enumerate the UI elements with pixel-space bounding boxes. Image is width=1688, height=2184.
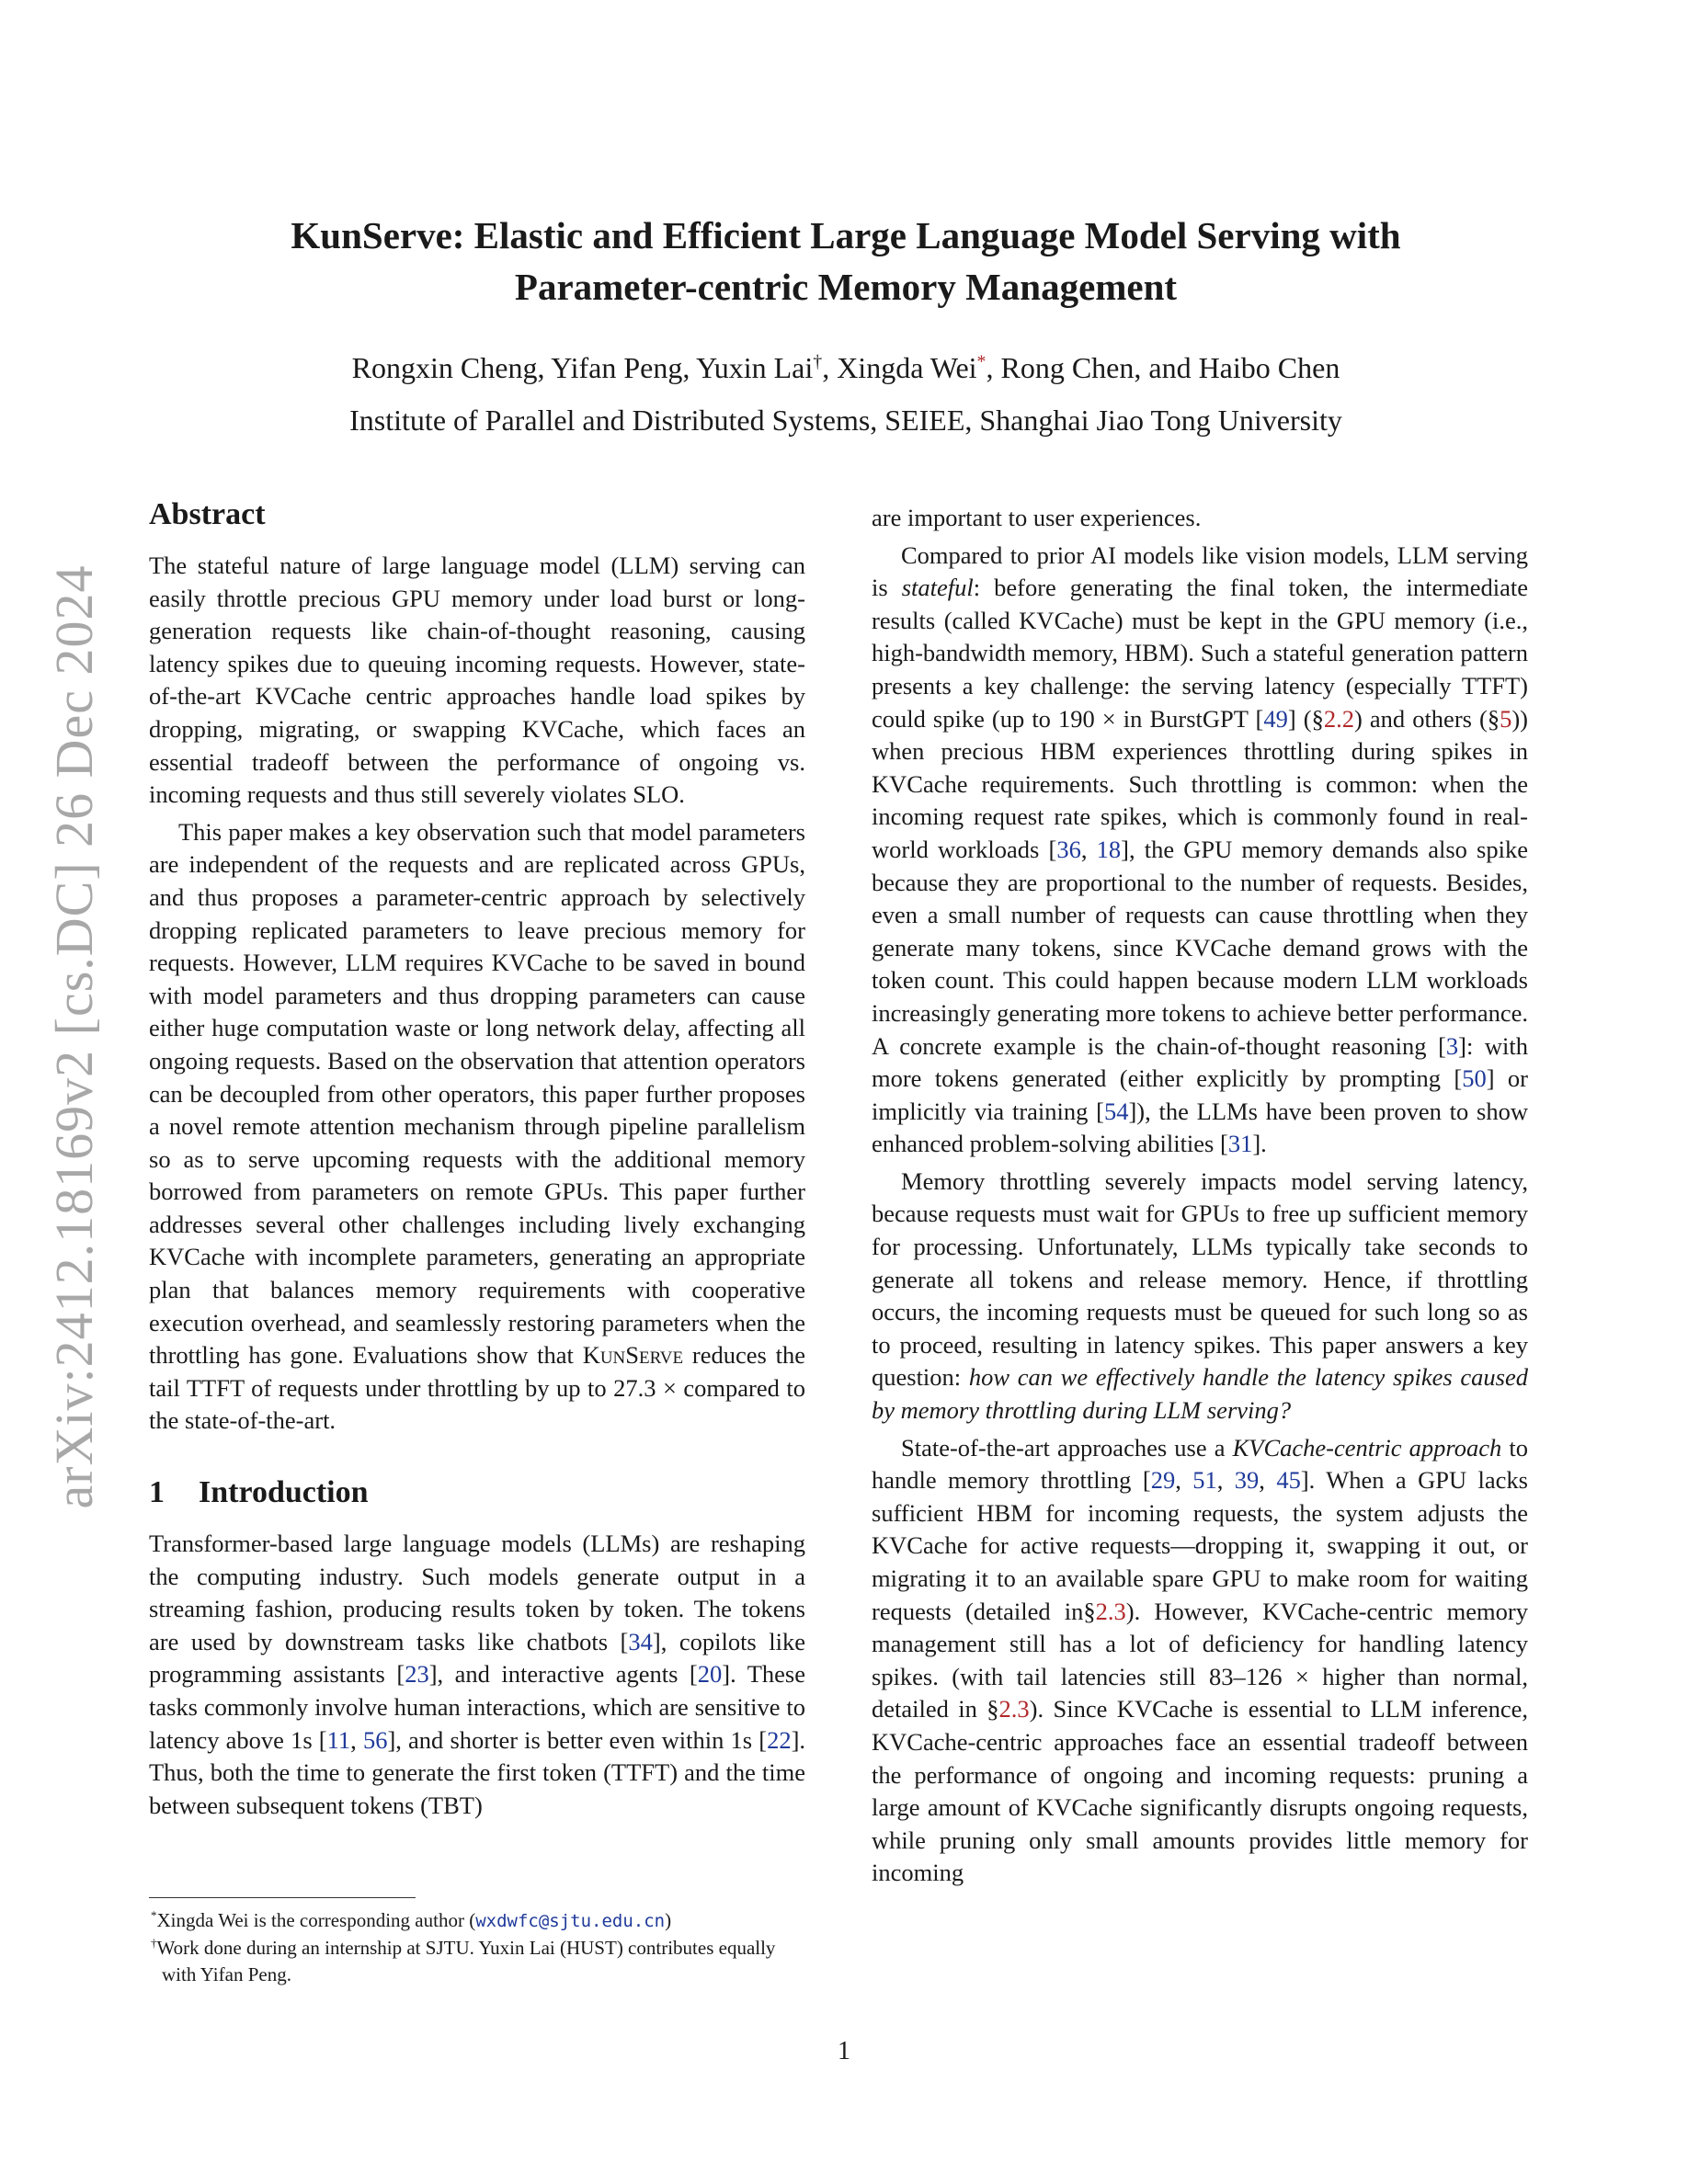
citation-link[interactable]: 50 <box>1462 1064 1487 1093</box>
intro-paragraph: Memory throttling severely impacts model serving latency, because requests must wait for GPUs to free up sufficient memory for processing. Unfortunately, LLMs typically take seconds to generate all tokens and release memory. Hence, if throttling occurs, the incoming requests must be queued for such long so as to proceed, resulting in latency spikes. This paper answers a key question: how can we effectively handle the latency spikes caused by memory throttling during LLM serving? <box>872 1166 1528 1425</box>
footnote: †Work done during an internship at SJTU. Yuxin Lai (HUST) contributes equally with Yifan Peng. <box>151 1936 776 1985</box>
citation-link[interactable]: 22 <box>767 1725 792 1754</box>
section-link[interactable]: 5 <box>1500 704 1512 733</box>
citation-link[interactable]: 45 <box>1276 1466 1301 1495</box>
section-link[interactable]: 2.3 <box>1095 1597 1126 1625</box>
authors-part: Rongxin Cheng, Yifan Peng, Yuxin Lai <box>351 351 814 384</box>
authors-part: , Rong Chen, and Haibo Chen <box>986 351 1340 384</box>
citation-link[interactable]: 56 <box>362 1725 388 1754</box>
citation-link[interactable]: 23 <box>405 1660 429 1689</box>
section-number: 1 <box>149 1475 165 1510</box>
citation-link[interactable]: 20 <box>697 1660 723 1689</box>
citation-link[interactable]: 3 <box>1445 1031 1459 1060</box>
title-line-1: KunServe: Elastic and Efficient Large Language Model Serving with <box>291 214 1401 256</box>
affiliation: Institute of Parallel and Distributed Systems, SEIEE, Shanghai Jiao Tong University <box>349 404 1342 437</box>
citation-link[interactable]: 18 <box>1096 835 1122 863</box>
section-title: Introduction <box>199 1475 369 1510</box>
dagger-mark: † <box>813 351 823 372</box>
intro-paragraph: Compared to prior AI models like vision models, LLM serving is stateful: before generating the final token, the intermediate results (called KVCache) must be kept in the GPU memory (i.e., high-bandwidth memory, HBM). Such a stateful generation pattern presents a key challenge: the serving latency (especially TTFT) could spike (up to 190 × in BurstGPT [49] (§2.2) and others (§5)) when precious HBM experiences throttling during spikes in KVCache requirements. Such throttling is common: when the incoming request rate spikes, which is commonly found in real-world workloads [36, 18], the GPU memory demands also spike because they are proportional to the number of requests. Besides, even a small number of requests can cause throttling when they generate many tokens, since KVCache demand grows with the token count. This could happen because modern LLM workloads increasingly generating more tokens to achieve better performance. A concrete example is the chain-of-thought reasoning [3]: with more tokens generated (either explicitly by prompting [50] or implicitly via training [54]), the LLMs have been proven to show enhanced problem-solving abilities [31]. <box>872 540 1528 1158</box>
emphasis: stateful <box>901 574 974 602</box>
author-list <box>221 349 1471 386</box>
section-heading <box>149 1474 805 1511</box>
abstract-heading: Abstract <box>149 497 266 531</box>
intro-paragraph: State-of-the-art approaches use a KVCache-centric approach to handle memory throttling [29, 51, 39, 45]. When a GPU lacks sufficient HBM for incoming requests, the system adjusts the KVCache for active requests—dropping it, swapping it out, or migrating it to an available spare GPU to make room for waiting requests (detailed in§2.3). However, KVCache-centric memory management still has a lot of deficiency for handling latency spikes. (with tail latencies still 83–126 × higher than normal, detailed in §2.3). Since KVCache is essential to LLM inference, KVCache-centric approaches face an essential tradeoff between the performance of ongoing and incoming requests: pruning a large amount of KVCache significantly disrupts ongoing requests, while pruning only small amounts provides little memory for incoming <box>872 1433 1528 1887</box>
right-column <box>872 502 1528 1890</box>
left-column <box>149 496 805 1822</box>
citation-link[interactable]: 54 <box>1103 1097 1129 1125</box>
footnotes <box>149 1897 805 1988</box>
email-link[interactable]: wxdwfc@sjtu.edu.cn <box>475 1911 666 1931</box>
paper-title <box>221 210 1471 313</box>
page-number: 1 <box>838 2037 850 2065</box>
system-name: KunServe <box>582 1341 684 1370</box>
arxiv-stamp: arXiv:2412.18169v2 [cs.DC] 26 Dec 2024 <box>44 564 104 1509</box>
corresponding-mark[interactable]: * <box>976 351 987 372</box>
citation-link[interactable]: 11 <box>326 1725 351 1754</box>
intro-paragraph: Transformer-based large language models (LLMs) are reshaping the computing industry. Such models generate output in a streaming fashion, producing results token by token. The tokens are used by downstream tasks like chatbots [34], copilots like programming assistants [23], and interactive agents [20]. These tasks commonly involve human interactions, which are sensitive to latency above 1s [11, 56], and shorter is better even within 1s [22]. Thus, both the time to generate the first token (TTFT) and the time between subsequent tokens (TBT) <box>149 1530 806 1819</box>
authors-part: , Xingda Wei <box>822 351 977 384</box>
section-link[interactable]: 2.3 <box>998 1695 1030 1723</box>
citation-link[interactable]: 31 <box>1227 1130 1253 1158</box>
citation-link[interactable]: 39 <box>1234 1466 1260 1495</box>
citation-link[interactable]: 34 <box>628 1627 653 1655</box>
title-line-2: Parameter-centric Memory Management <box>514 266 1178 308</box>
abstract-paragraph: The stateful nature of large language model (LLM) serving can easily throttle precious GPU memory under load burst or long-generation requests like chain-of-thought reasoning, causing latency spikes due to queuing incoming requests. However, state-of-the-art KVCache centric approaches handle load spikes by dropping, migrating, or swapping KVCache, which faces an essential tradeoff between the performance of ongoing vs. incoming requests and thus still severely violates SLO. <box>149 552 805 809</box>
emphasis: KVCache-centric approach <box>1232 1433 1502 1462</box>
section-link[interactable]: 2.2 <box>1323 704 1354 733</box>
citation-link[interactable]: 36 <box>1056 835 1081 863</box>
footnote: *Xingda Wei is the corresponding author (wxdwfc@sjtu.edu.cn) <box>151 1908 672 1931</box>
citation-link[interactable]: 29 <box>1150 1466 1176 1495</box>
citation-link[interactable]: 49 <box>1263 704 1288 733</box>
footnote-rule <box>149 1897 416 1898</box>
abstract-paragraph: This paper makes a key observation such that model parameters are independent of the requests and are replicated across GPUs, and thus proposes a parameter-centric approach by selectively dropping replicated parameters to leave precious memory for requests. However, LLM requires KVCache to be saved in bound with model parameters and thus dropping parameters can cause either huge computation waste or long network delay, affecting all ongoing requests. Based on the observation that attention operators can be decoupled from other operators, this paper further proposes a novel remote attention mechanism through pipeline parallelism so as to serve upcoming requests with the additional memory borrowed from parameters on remote GPUs. This paper further addresses several other challenges including lively exchanging KVCache with incomplete parameters, generating an appropriate plan that balances memory requirements with cooperative execution overhead, and seamlessly restoring parameters when the throttling has gone. Evaluations show that KunServe reduces the tail TTFT of requests under throttling by up to 27.3 × compared to the state-of-the-art. <box>149 817 805 1435</box>
key-question: how can we effectively handle the latency spikes caused by memory throttling during LLM serving? <box>872 1363 1528 1425</box>
intro-paragraph: are important to user experiences. <box>872 504 1202 531</box>
citation-link[interactable]: 51 <box>1192 1466 1217 1495</box>
